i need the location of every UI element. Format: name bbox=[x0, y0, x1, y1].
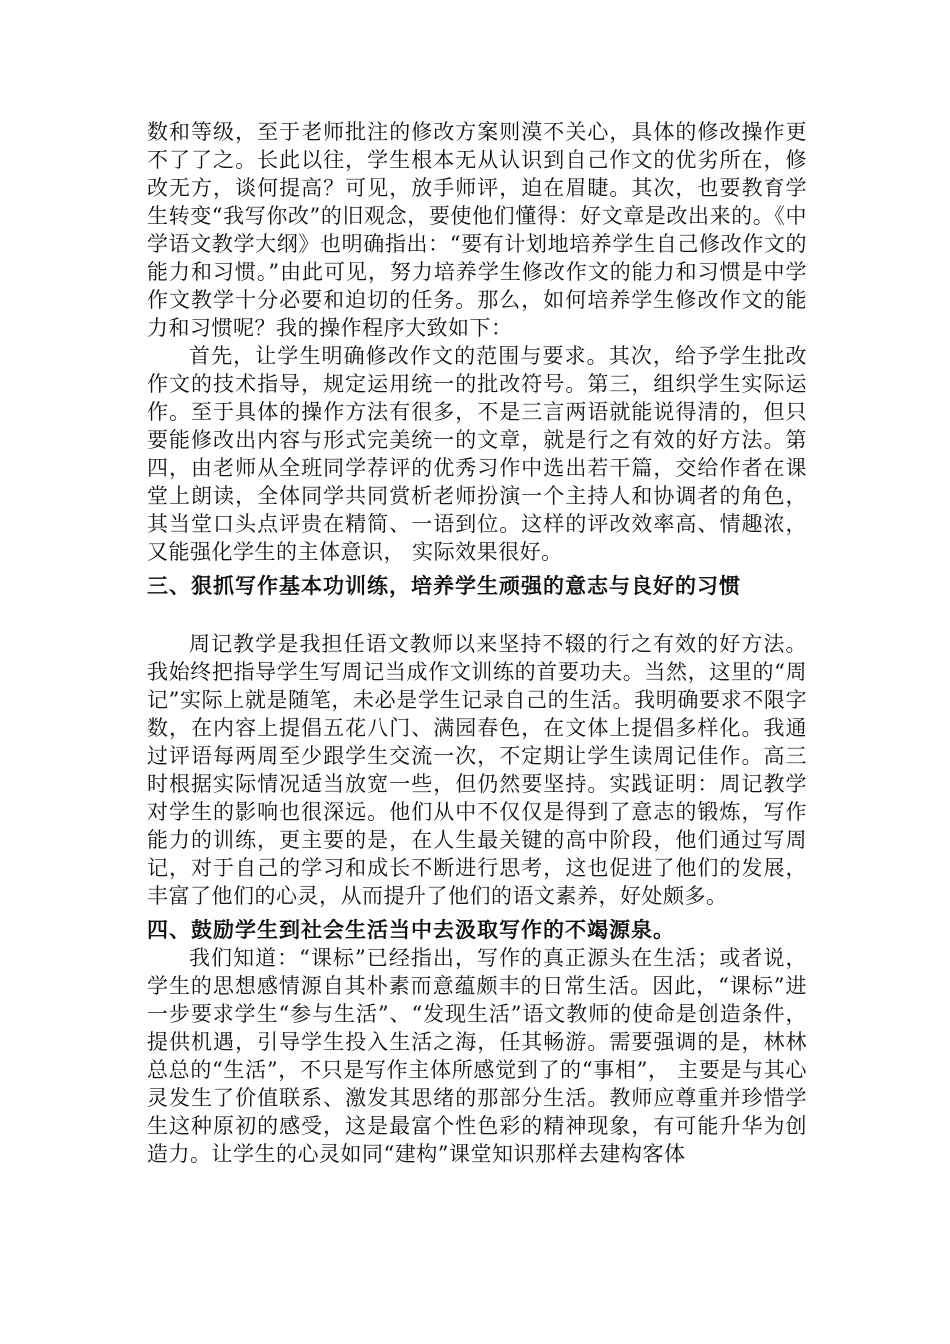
paragraph-weekly-journal: 周记教学是我担任语文教师以来坚持不辍的行之有效的好方法。我始终把指导学生写周记当成作文训练的首要功夫。当然，这里的“周记”实际上就是随笔，未必是学生记录自己的生活。我明确要求不限字数，在内容上提倡五花八门、满园春色，在文体上提倡多样化。我通过评语每两周至少跟学生交流一次，不定期让学生读周记佳作。高三时根据实际情况适当放宽一些，但仍然要坚持。实践证明：周记教学对学生的影响也很深远。他们从中不仅仅是得到了意志的锻炼，写作能力的训练，更主要的是，在人生最关键的高中阶段，他们通过写周记，对于自己的学习和成长不断进行思考，这也促进了他们的发展，丰富了他们的心灵，从而提升了他们的语文素养，好处颇多。 bbox=[147, 632, 807, 908]
paragraph-life-source: 我们知道：“课标”已经指出，写作的真正源头在生活；或者说，学生的思想感情源自其朴素而意蕴颇丰的日常生活。因此，“课标”进一步要求学生“参与生活”、“发现生活”语文教师的使命是创造条件，提供机遇，引导学生投入生活之海，任其畅游。需要强调的是，林林总总的“生活”，不只是写作主体所感觉到了的“事相”， 主要是与其心灵发生了价值联系、激发其思绪的那部分生活。教师应尊重并珍惜学生这种原初的感受，这是最富个性色彩的精神现象，有可能升华为创造力。让学生的心灵如同“建构”课堂知识那样去建构客体 bbox=[147, 946, 807, 1166]
section-heading-4: 四、鼓励学生到社会生活当中去汲取写作的不竭源泉。 bbox=[147, 918, 675, 942]
paragraph-revision-steps: 首先，让学生明确修改作文的范围与要求。其次，给予学生批改作文的技术指导，规定运用统一的批改符号。第三，组织学生实际运作。至于具体的操作方法有很多，不是三言两语就能说得清的，但只要能修改出内容与形式完美统一的文章，就是行之有效的好方法。第四，由老师从全班同学荐评的优秀习作中选出若干篇，交给作者在课堂上朗读，全体同学共同赏析老师扮演一个主持人和协调者的角色， 其当堂口头点评贵在精简、一语到位。这样的评改效率高、情趣浓，又能强化学生的主体意识， 实际效果很好。 bbox=[147, 344, 807, 564]
document-page bbox=[147, 118, 807, 1168]
spacer bbox=[147, 600, 807, 630]
paragraph-continued: 数和等级，至于老师批注的修改方案则漠不关心，具体的修改操作更不了了之。长此以往，学生根本无从认识到自己作文的优劣所在，修改无方，谈何提高？可见，放手师评，迫在眉睫。其次，也要教育学生转变“我写你改”的旧观念，要使他们懂得：好文章是改出来的。《中学语文教学大纲》也明确指出：“要有计划地培养学生自己修改作文的能力和习惯。”由此可见，努力培养学生修改作文的能力和习惯是中学作文教学十分必要和迫切的任务。那么，如何培养学生修改作文的能力和习惯呢？我的操作程序大致如下： bbox=[147, 120, 807, 340]
section-heading-3: 三、狠抓写作基本功训练，培养学生顽强的意志与良好的习惯 bbox=[147, 574, 741, 598]
